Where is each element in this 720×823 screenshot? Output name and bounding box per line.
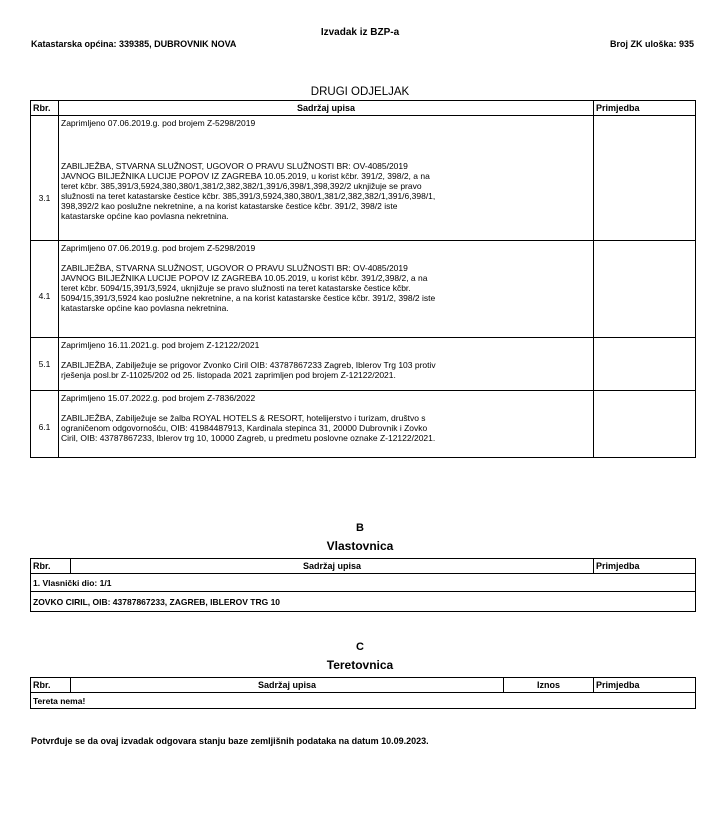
row-primjedba [594,241,696,338]
table-header-row [31,101,696,116]
col-rbr: Rbr. [31,678,71,693]
received-line: Zaprimljeno 07.06.2019.g. pod brojem Z-5298/2019 [61,243,256,253]
entry-line: teret kčbr. 5094/15,391/3,5924, uknjižuje se pravo služnosti na teret katastarske čestice kčbr. [61,283,411,293]
col-primjedba: Primjedba [594,559,696,574]
entry-line: katastarske općine kao povlasna nekretnina. [61,303,229,313]
row-content [59,391,594,458]
col-sadrzaj: Sadržaj upisa [71,678,504,693]
teretovnica-table [30,677,696,709]
entry-line: JAVNOG BILJEŽNIKA LUCIJE POPOV IZ ZAGREBA 10.05.2019, u korist kčbr. 391/2,398/2, a na [61,273,428,283]
received-line: Zaprimljeno 16.11.2021.g. pod brojem Z-12122/2021 [61,340,260,350]
row-content [59,338,594,391]
col-sadrzaj: Sadržaj upisa [71,559,594,574]
col-iznos: Iznos [504,678,594,693]
row-rbr: 3.1 [31,116,59,241]
row-content [59,241,594,338]
entry-line: 5094/15,391/3,5924 kao poslužne nekretnine, a na korist katastarske čestice kčbr. 391/2, 398/2 iste [61,293,436,303]
table-header-row [31,559,696,574]
entry-line: ZABILJEŽBA, Zabilježuje se prigovor Zvonko Ciril OIB: 43787867233 Zagreb, Iblerov Trg 103 protiv [61,360,436,370]
col-primjedba: Primjedba [594,101,696,116]
table-header-row [31,678,696,693]
section-b-letter: B [356,522,364,534]
table-row [31,693,696,709]
col-rbr: Rbr. [31,559,71,574]
table-row [31,241,696,338]
entry-line: teret kčbr. 385,391/3,5924,380,380/1,381/2,382,382/1,391/6,398/1,398,392/2 uknjižuje se pravo [61,181,422,191]
row-rbr: 5.1 [31,338,59,391]
table-row [31,116,696,241]
document-title: Izvadak iz BZP-a [320,27,400,38]
row-rbr: 6.1 [31,391,59,458]
entry-line: katastarske općine kao povlasna nekretnina. [61,211,229,221]
col-sadrzaj: Sadržaj upisa [59,101,594,116]
row-content [59,116,594,241]
entry-line: služnosti na teret katastarske čestice kčbr. 385,391/3,5924,380,380/1,381/2,382,382/1,391/6,398/1, [61,191,436,201]
drugi-odjeljak-title: DRUGI ODJELJAK [310,86,410,98]
entry-line: 398,392/2 kao poslužne nekretnine, a na korist katastarske čestice kčbr. 391/2, 398/2 iste [61,201,398,211]
col-rbr: Rbr. [31,101,59,116]
row-rbr: 4.1 [31,241,59,338]
owner-entry: ZOVKO CIRIL, OIB: 43787867233, ZAGREB, IBLEROV TRG 10 [31,592,696,612]
entry-line: ZABILJEŽBA, Zabilježuje se žalba ROYAL HOTELS & RESORT, hotelijerstvo i turizam, društvo s [61,413,426,423]
received-line: Zaprimljeno 15.07.2022.g. pod brojem Z-7836/2022 [61,393,256,403]
entry-line: ograničenom odgovornošću, OIB: 41984487913, Kardinala stepinca 31, 20000 Dubrovnik i Zovko [61,423,428,433]
drugi-odjeljak-table [30,100,696,458]
entry-line: JAVNOG BILJEŽNIKA LUCIJE POPOV IZ ZAGREBA 10.05.2019, u korist kčbr. 391/2, 398/2, a na [61,171,430,181]
table-row [31,592,696,612]
entry-line: ZABILJEŽBA, STVARNA SLUŽNOST, UGOVOR O PRAVU SLUŽNOSTI BR: OV-4085/2019 [61,161,408,171]
entry-line: rješenja posl.br Z-11025/202 od 25. listopada 2021 zaprimljen pod brojem Z-12122/2021. [61,370,396,380]
table-row [31,338,696,391]
col-primjedba: Primjedba [594,678,696,693]
section-c-letter: C [356,641,364,653]
table-row [31,574,696,592]
vlasnicki-dio: 1. Vlasnički dio: 1/1 [31,574,696,592]
broj-zk-uloska: Broj ZK uloška: 935 [609,39,694,49]
row-primjedba [594,338,696,391]
katastarska-opcina: Katastarska općina: 339385, DUBROVNIK NOVA [31,39,237,49]
table-row [31,391,696,458]
entry-line: Ciril, OIB: 43787867233, Iblerov trg 10, 10000 Zagreb, u predmetu poslovne oznake Z-12122/2021. [61,433,436,443]
teretovnica-title: Teretovnica [326,658,394,672]
vlastovnica-title: Vlastovnica [326,539,394,553]
received-line: Zaprimljeno 07.06.2019.g. pod brojem Z-5298/2019 [61,118,256,128]
row-primjedba [594,391,696,458]
confirmation-text: Potvrđuje se da ovaj izvadak odgovara stanju baze zemljišnih podataka na datum 10.09.2023. [31,736,429,746]
entry-line: ZABILJEŽBA, STVARNA SLUŽNOST, UGOVOR O PRAVU SLUŽNOSTI BR: OV-4085/2019 [61,263,408,273]
no-burdens: Tereta nema! [31,693,696,709]
row-primjedba [594,116,696,241]
vlastovnica-table [30,558,696,612]
